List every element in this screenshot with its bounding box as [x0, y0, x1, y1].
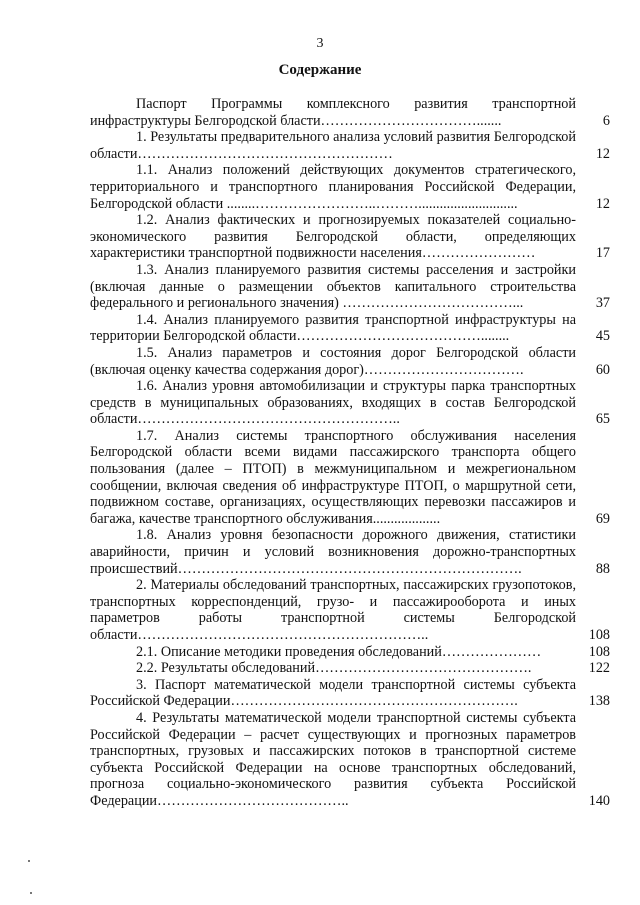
- toc-entry-text: 4. Результаты математической модели транспортной системы субъекта Российской Федерации – расчет существующих и прогнозных параметров транспортных, грузовых и пассажирских потоков в транспортной системе субъекта Российской Федерации на основе транспортных обследований, прогноза социально-экономического развития субъекта Российской Федерации…………………………………..: [90, 709, 576, 809]
- toc-title: Содержание: [278, 62, 362, 78]
- toc-entry-text: 2.1. Описание методики проведения обследований…………………: [136, 643, 542, 660]
- toc-entry-text: 1.6. Анализ уровня автомобилизации и структуры парка транспортных средств в муниципальных образованиях, входящих в состав Белгородской области………………………………………………..: [90, 378, 576, 428]
- toc-entry[interactable]: [90, 527, 610, 577]
- toc-entry-text: 1.8. Анализ уровня безопасности дорожного движения, статистики аварийности, причин и условий возникновения дорожно-транспортных происшествий……………………………………………………………….: [90, 527, 576, 577]
- toc-entry-page: 12: [595, 145, 610, 162]
- toc-entry[interactable]: [90, 577, 610, 643]
- toc-entry-text: 1.4. Анализ планируемого развития транспортной инфраструктуры на территории Белгородской области…………………………………........: [90, 311, 576, 345]
- toc-entry-text: 2. Материалы обследований транспортных, пассажирских грузопотоков, транспортных корреспонденций, грузо- и пассажирооборота и иных параметров работы транспортной системы Белгородской области……………………………………………………..: [90, 577, 576, 643]
- scan-speck: [30, 892, 32, 894]
- toc-entry[interactable]: [90, 262, 610, 312]
- toc-entry-page: 17: [595, 245, 610, 262]
- toc-entry-page: 60: [595, 361, 610, 378]
- toc-entry[interactable]: [90, 212, 610, 262]
- table-of-contents: [90, 96, 610, 810]
- toc-entry-page: 108: [588, 643, 610, 660]
- toc-entry[interactable]: [90, 162, 610, 212]
- toc-entry-page: 88: [595, 560, 610, 577]
- toc-entry[interactable]: [90, 677, 610, 710]
- toc-entry-page: 122: [588, 660, 610, 677]
- toc-entry-page: 138: [588, 693, 610, 710]
- toc-entry-text: 1.2. Анализ фактических и прогнозируемых показателей социально-экономического развития Белгородской области, определяющих характеристики транспортной подвижности населения……………………: [90, 212, 576, 262]
- toc-entry[interactable]: [90, 129, 610, 162]
- toc-entry-page: 108: [588, 627, 610, 643]
- toc-entry-text: 1.3. Анализ планируемого развития системы расселения и застройки (включая данные о размещении объектов капитального строительства федерального и регионального значения) ………………………………...: [90, 261, 576, 312]
- toc-entry-page: 37: [595, 295, 610, 312]
- toc-entry-text: 2.2. Результаты обследований……………………………………….: [136, 660, 532, 677]
- toc-entry-page: 65: [595, 411, 610, 428]
- toc-entry[interactable]: [90, 710, 610, 810]
- toc-entry[interactable]: [90, 644, 610, 661]
- toc-entry-text: 1.7. Анализ системы транспортного обслуживания населения Белгородской области всеми видами пассажирского транспорта общего пользования (далее – ПТОП) в межмуниципальном и межрегиональном сообщении, включая сведения об инфраструктуре ПТОП, о маршрутной сети, подвижном составе, организациях, осуществляющих перевозки пассажиров и багажа, качестве транспортного обслуживания...................: [90, 427, 576, 527]
- toc-entry-text: 1. Результаты предварительного анализа условий развития Белгородской области………………………………………………: [90, 129, 576, 162]
- page-number: 3: [316, 36, 324, 51]
- scan-speck: [28, 860, 30, 862]
- toc-entry-page: 45: [595, 328, 610, 345]
- toc-entry[interactable]: [90, 345, 610, 378]
- toc-entry-text: Паспорт Программы комплексного развития транспортной инфраструктуры Белгородской бласти…………………………….......: [90, 96, 576, 129]
- toc-entry[interactable]: [90, 660, 610, 677]
- toc-entry-text: 1.5. Анализ параметров и состояния дорог Белгородской области (включая оценку качества содержания дорог)…………………………….: [90, 344, 576, 378]
- toc-entry[interactable]: [90, 428, 610, 528]
- toc-entry-text: 3. Паспорт математической модели транспортной системы субъекта Российской Федерации…………………………………………………….: [90, 676, 576, 710]
- toc-entry-page: 69: [595, 510, 610, 527]
- toc-entry-text: 1.1. Анализ положений действующих документов стратегического, территориального и транспортного планирования Российской Федерации, Белгородской области ........……………………..………............................: [90, 162, 576, 212]
- toc-entry-page: 12: [595, 195, 610, 212]
- toc-entry-page: 6: [602, 112, 610, 129]
- toc-entry-page: 140: [588, 792, 610, 809]
- toc-entry[interactable]: [90, 96, 610, 129]
- toc-entry[interactable]: [90, 378, 610, 428]
- toc-entry[interactable]: [90, 312, 610, 345]
